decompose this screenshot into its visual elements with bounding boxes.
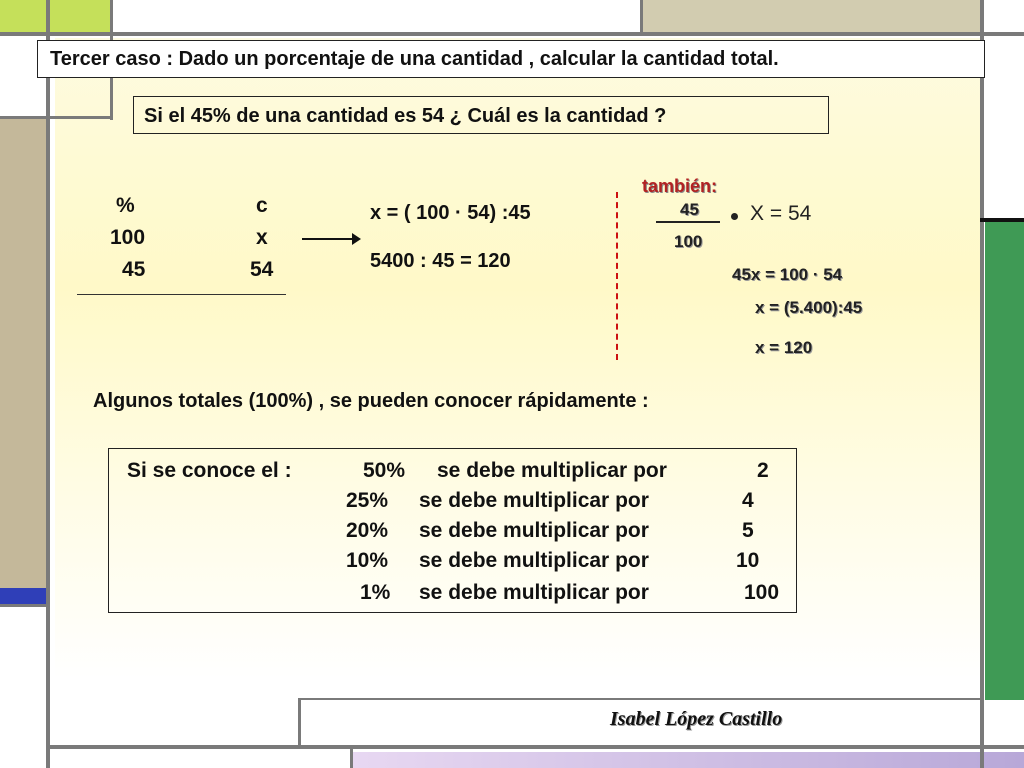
rule-pct-20: 20% bbox=[346, 519, 389, 542]
table-header-percent: % bbox=[116, 194, 135, 217]
fraction-bar bbox=[656, 221, 720, 223]
dashed-divider bbox=[616, 192, 618, 360]
rule-pct-50: 50% bbox=[363, 459, 406, 482]
table-cell-45: 45 bbox=[122, 258, 146, 281]
rule-factor-20: 5 bbox=[742, 519, 754, 542]
question-box bbox=[133, 96, 829, 134]
frame-line bbox=[350, 748, 353, 768]
frame-line bbox=[980, 218, 1024, 222]
alt-step-2: x = (5.400):45 bbox=[755, 298, 863, 317]
rule-pct-10: 10% bbox=[346, 549, 389, 572]
rule-text-10: se debe multiplicar por bbox=[419, 549, 649, 572]
blue-stripe-left bbox=[0, 588, 46, 604]
lime-block-top-left bbox=[0, 0, 110, 32]
fraction-denominator: 100 bbox=[674, 232, 703, 251]
tan-block-left bbox=[0, 118, 46, 588]
frame-line bbox=[0, 32, 1024, 36]
rule-text-25: se debe multiplicar por bbox=[419, 489, 649, 512]
frame-line bbox=[0, 604, 50, 607]
table-cell-54: 54 bbox=[250, 258, 274, 281]
subtitle-text: Algunos totales (100%) , se pueden conocer rápidamente : bbox=[93, 390, 649, 412]
bullet-dot bbox=[731, 213, 738, 220]
rule-factor-50: 2 bbox=[757, 459, 769, 482]
table-cell-100: 100 bbox=[110, 226, 146, 249]
frame-line bbox=[298, 698, 301, 748]
rule-text-50: se debe multiplicar por bbox=[437, 459, 667, 482]
purple-block-bottom bbox=[350, 752, 1024, 768]
arrow-right-icon bbox=[300, 230, 362, 248]
table-underline bbox=[77, 294, 286, 295]
rule-pct-1: 1% bbox=[360, 581, 391, 604]
rules-intro: Si se conoce el : bbox=[127, 459, 292, 482]
fraction-numerator: 45 bbox=[680, 200, 699, 219]
frame-line bbox=[640, 0, 643, 36]
rule-factor-10: 10 bbox=[736, 549, 760, 572]
title-box bbox=[37, 40, 985, 78]
alt-step-1: 45x = 100 · 54 bbox=[732, 265, 843, 284]
solution-line-1: x = ( 100 · 54) :45 bbox=[370, 202, 531, 224]
alt-step-3: x = 120 bbox=[755, 338, 813, 357]
frame-line bbox=[980, 0, 984, 768]
page-title: Tercer caso : Dado un porcentaje de una cantidad , calcular la cantidad total. bbox=[50, 48, 779, 70]
frame-line bbox=[298, 698, 984, 700]
green-block-right bbox=[985, 222, 1024, 700]
table-cell-x: x bbox=[256, 226, 268, 249]
frame-line bbox=[46, 745, 1024, 749]
rule-text-20: se debe multiplicar por bbox=[419, 519, 649, 542]
rule-pct-25: 25% bbox=[346, 489, 389, 512]
rule-text-1: se debe multiplicar por bbox=[419, 581, 649, 604]
fraction-rhs: X = 54 bbox=[750, 202, 812, 225]
also-label: también: bbox=[642, 176, 718, 196]
question-text: Si el 45% de una cantidad es 54 ¿ Cuál es la cantidad ? bbox=[144, 105, 667, 127]
author-name: Isabel López Castillo bbox=[610, 708, 783, 730]
tan-block-top-right bbox=[640, 0, 980, 32]
rule-factor-1: 100 bbox=[744, 581, 780, 604]
table-header-c: c bbox=[256, 194, 268, 217]
frame-line bbox=[0, 116, 113, 119]
solution-line-2: 5400 : 45 = 120 bbox=[370, 250, 511, 272]
rule-factor-25: 4 bbox=[742, 489, 754, 512]
